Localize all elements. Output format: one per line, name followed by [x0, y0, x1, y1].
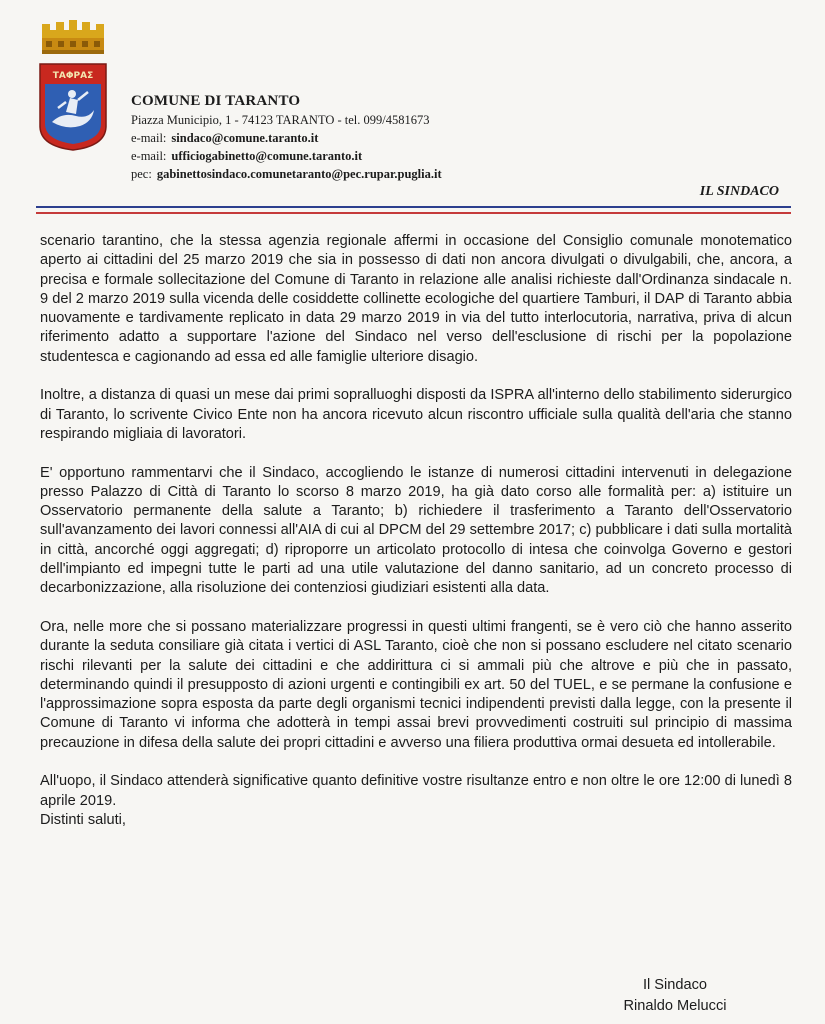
- city-crest-icon: [36, 18, 110, 152]
- office-title: IL SINDACO: [699, 184, 779, 199]
- header-divider-red: [36, 212, 791, 214]
- signature-block: [600, 975, 750, 1017]
- header-divider-blue: [36, 206, 791, 208]
- crown-icon: [42, 20, 104, 54]
- contact-value[interactable]: ufficiogabinetto@comune.taranto.it: [171, 149, 363, 163]
- org-name: COMUNE DI TARANTO: [131, 93, 301, 109]
- letter-body: [40, 232, 792, 830]
- contact-label: e-mail:: [131, 149, 167, 163]
- contact-value[interactable]: sindaco@comune.taranto.it: [171, 131, 319, 145]
- body-paragraph: E' opportuno rammentarvi che il Sindaco, accogliendo le istanze di numerosi cittadini intervenuti in delegazione presso Palazzo di Città di Taranto lo scorso 8 marzo 2019, ha già dato corso alle formalità per: a) istituire un Osservatorio permanente della salute a Taranto; b) richiedere il trasferimento a Taranto dell'Osservatorio sull'avanzamento dei lavori connessi all'AIA di cui al DPCM del 29 settembre 2017; c) pubblicare i dati sulla mortalità in città, ancorché oggi aggregati; d) riproporre un articolato protocollo di intesa che coinvolga Governo e gestori dell'impianto ed impegni tutte le parti ad una utile valutazione del danno sanitario, ad un concreto processo di decarbonizzazione, alla risoluzione dei contenziosi giudiziari esistenti alla data.: [40, 464, 792, 597]
- signature-name: Rinaldo Melucci: [623, 998, 727, 1014]
- contact-pec: [131, 165, 442, 183]
- contact-label: e-mail:: [131, 131, 167, 145]
- body-paragraph: scenario tarantino, che la stessa agenzia regionale affermi in occasione del Consiglio comunale monotematico aperto ai cittadini del 25 marzo 2019 che sia in possesso di dati non ancora divulgati o divulgabili, che, ancora, a precisa e formale sollecitazione del Comune di Taranto in relazione alle analisi richieste dall'Ordinanza sindacale n. 9 del 2 marzo 2019 sulla vicenda delle cosiddette collinette ecologiche del quartiere Tamburi, il DAP di Taranto abbia nuovamente e tardivamente replicato in data 29 marzo 2019 in via del tutto interlocutoria, narrativa, priva di alcun riferimento adatto a supportare l'azione del Sindaco nel verso dell'esclusione di rischi per la popolazione studentesca e cagionando ad essa ed alle famiglie ulteriore disagio.: [40, 233, 792, 365]
- body-paragraph: All'uopo, il Sindaco attenderà significative quanto definitive vostre risultanze entro e non oltre le ore 12:00 di lunedì 8 aprile 2019.: [40, 773, 792, 809]
- contact-email-gabinetto: [131, 147, 442, 165]
- closing-salutation: Distinti saluti,: [40, 811, 126, 828]
- body-paragraph: Ora, nelle more che si possano materializzare progressi in questi ultimi frangenti, se è vero ciò che hanno asserito durante la seduta consiliare già citata i vertici di ASL Taranto, cioè che non si possano escludere nel citato scenario rischi rilevanti per la salute dei cittadini e che addirittura ci si ammali più che altrove e più che in passato, determinando quindi il presupposto di azioni urgenti e contingibili ex art. 50 del TUEL, e se permane la confusione e l'approssimazione sopra esposta da parte degli organismi tecnici indipendenti previsti dalla legge, con la presente il Comune di Taranto vi informa che adotterà in tempi assai brevi provvedimenti costruiti sul principio di massima precauzione in difesa della salute dei propri cittadini e avverso una filiera produttiva ormai desueta ed intollerabile.: [40, 618, 792, 751]
- contact-email-sindaco: [131, 129, 442, 147]
- signature-title: Il Sindaco: [642, 977, 708, 993]
- contact-label: pec:: [131, 167, 152, 181]
- svg-text:ΤΑΦΡΑΣ: ΤΑΦΡΑΣ: [52, 71, 94, 81]
- letterhead: [131, 92, 442, 183]
- contact-value[interactable]: gabinettosindaco.comunetaranto@pec.rupar.puglia.it: [156, 167, 442, 181]
- body-paragraph: Inoltre, a distanza di quasi un mese dai primi sopralluoghi disposti da ISPRA all'interno dello stabilimento siderurgico di Taranto, lo scrivente Civico Ente non ha ancora ricevuto alcun riscontro ufficiale sulla qualità dell'aria che stanno respirando migliaia di lavoratori.: [40, 387, 792, 442]
- org-address: Piazza Municipio, 1 - 74123 TARANTO - tel. 099/4581673: [131, 113, 430, 127]
